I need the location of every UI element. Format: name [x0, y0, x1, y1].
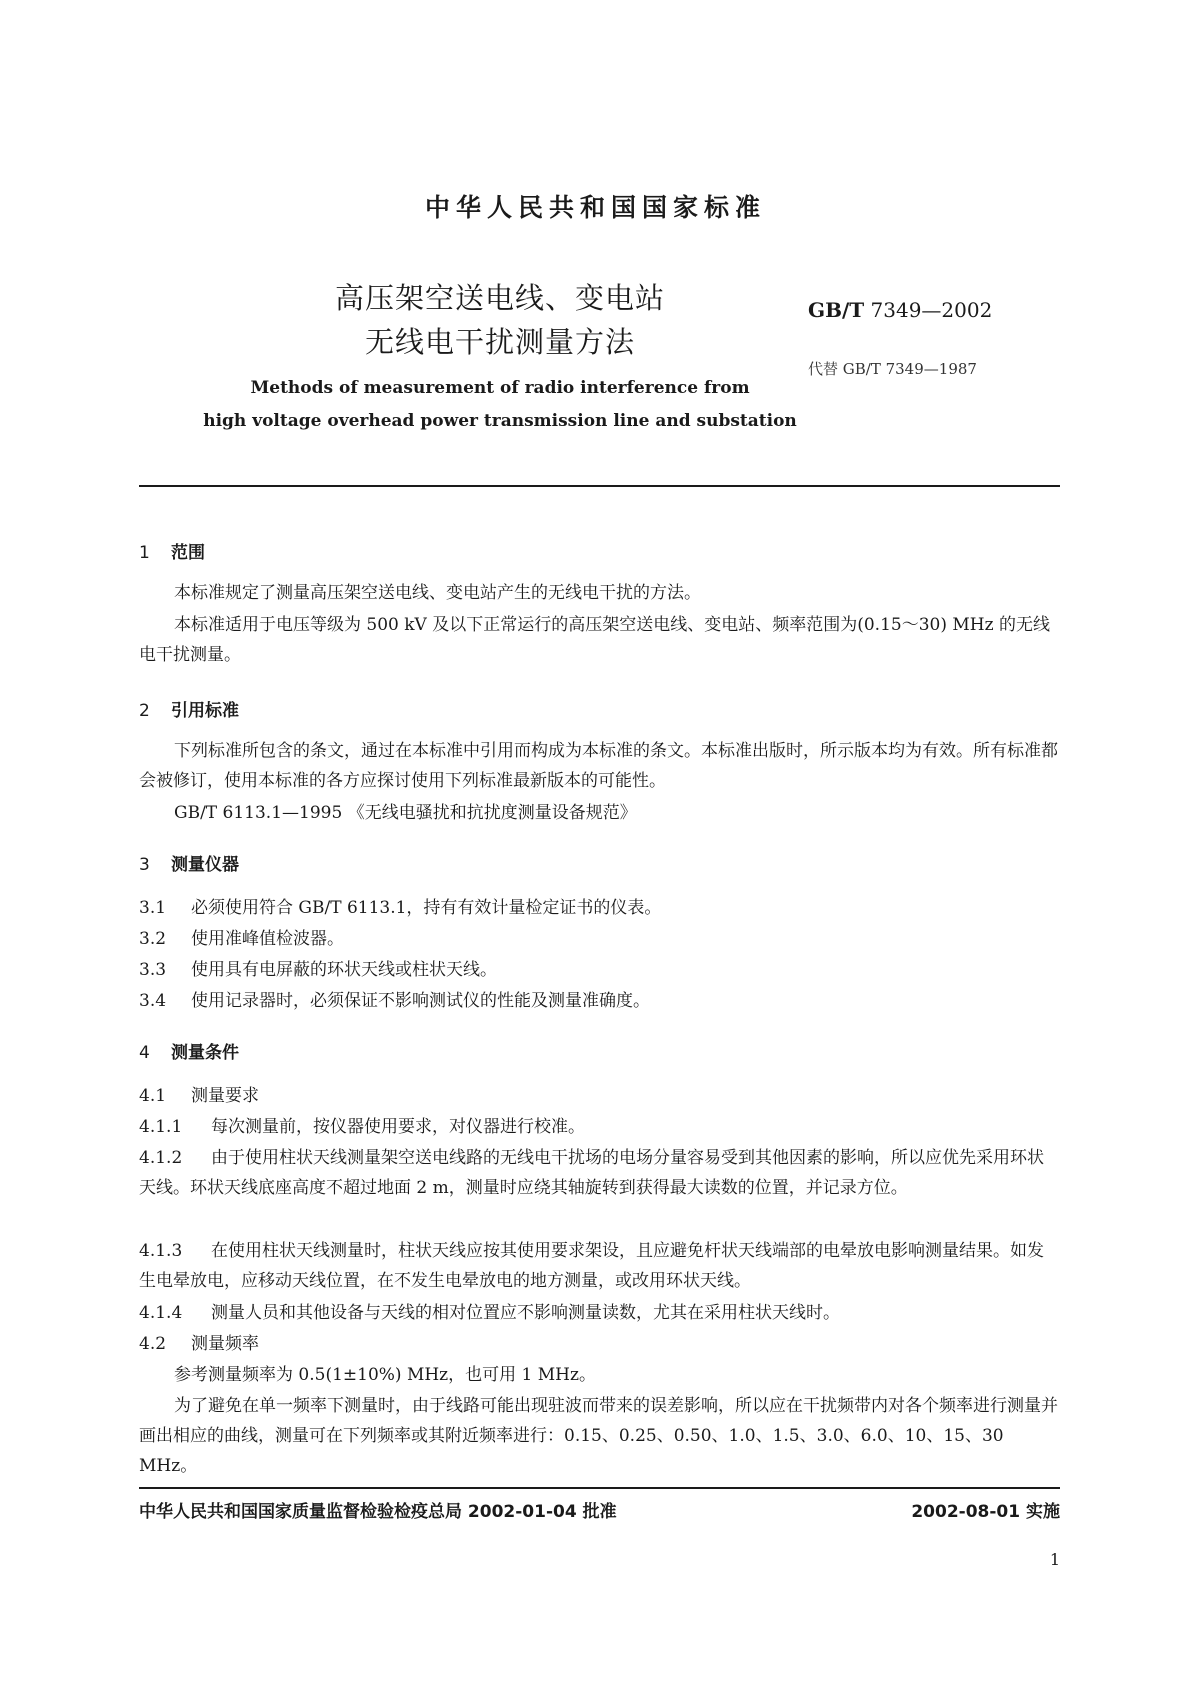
clause-4-1: [139, 1081, 1060, 1111]
section-2-heading: [139, 696, 239, 721]
clause-number: 3.2: [139, 929, 167, 949]
clause-text: 测量频率: [191, 1334, 259, 1354]
clause-text: 必须使用符合 GB/T 6113.1，持有有效计量检定证书的仪表。: [191, 898, 662, 918]
clause-text: 每次测量前，按仪器使用要求，对仪器进行校准。: [211, 1117, 585, 1137]
title-zh-line-2: 无线电干扰测量方法: [364, 325, 635, 359]
clause-number: 3.3: [139, 960, 167, 980]
clause-text: 在使用柱状天线测量时，柱状天线应按其使用要求架设，且应避免杆状天线端部的电晕放电影响测量结果。如发生电晕放电，应移动天线位置，在不发生电晕放电的地方测量，或改用环状天线。: [139, 1241, 1044, 1291]
footer-divider: [139, 1487, 1060, 1489]
section-number: 2: [139, 701, 150, 721]
list-item: [139, 924, 1060, 954]
page-number: 1: [1049, 1550, 1060, 1569]
clause-number: 3.1: [139, 898, 167, 918]
list-item: [139, 893, 1060, 923]
replaces-standard: 代替 GB/T 7349—1987: [808, 360, 977, 378]
implementation-date: 2002-08-01 实施: [911, 1502, 1060, 1522]
standard-code-number: 7349—2002: [870, 298, 993, 322]
section-number: 3: [139, 855, 150, 875]
section-number: 4: [139, 1043, 150, 1063]
clause-number: 3.4: [139, 991, 167, 1011]
section-4-heading: [139, 1038, 239, 1063]
section-1-paragraph-1: 本标准规定了测量高压架空送电线、变电站产生的无线电干扰的方法。: [174, 583, 701, 603]
header-divider: [139, 485, 1060, 487]
clause-text: 使用准峰值检波器。: [191, 929, 344, 949]
clause-text: 使用具有电屏蔽的环状天线或柱状天线。: [191, 960, 497, 980]
section-title: 测量条件: [171, 1043, 239, 1063]
approval-line: 中华人民共和国国家质量监督检验检疫总局 2002-01-04 批准: [139, 1502, 617, 1522]
clause-4-2: [139, 1329, 1060, 1359]
clause-number: 4.1.4: [139, 1303, 183, 1323]
clause-4-1-1: [139, 1112, 1060, 1142]
section-3-heading: [139, 850, 239, 875]
title-en-line-2: high voltage overhead power transmission line and substation: [203, 411, 797, 431]
clause-number: 4.1.1: [139, 1117, 183, 1137]
national-standard-heading: 中华人民共和国国家标准: [424, 193, 766, 222]
title-zh-line-1: 高压架空送电线、变电站: [334, 281, 665, 315]
section-title: 范围: [171, 543, 205, 563]
section-1-paragraph-2: 本标准适用于电压等级为 500 kV 及以下正常运行的高压架空送电线、变电站、频率范围为(0.15～30) MHz 的无线电干扰测量。: [139, 615, 1050, 665]
clause-number: 4.1.2: [139, 1148, 183, 1168]
section-1-heading: [139, 538, 205, 563]
section-number: 1: [139, 543, 150, 563]
clause-text: 由于使用柱状天线测量架空送电线路的无线电干扰场的电场分量容易受到其他因素的影响，所以应优先采用环状天线。环状天线底座高度不超过地面 2 m，测量时应绕其轴旋转到获得最大读数的位置，并记录方位。: [139, 1148, 1044, 1198]
clause-number: 4.2: [139, 1334, 167, 1354]
clause-text: 测量要求: [191, 1086, 259, 1106]
clause-4-1-3: [139, 1236, 1060, 1296]
standard-code: [808, 298, 992, 322]
clause-text: 使用记录器时，必须保证不影响测试仪的性能及测量准确度。: [191, 991, 650, 1011]
section-title: 测量仪器: [171, 855, 239, 875]
title-en-line-1: Methods of measurement of radio interference from: [250, 378, 750, 398]
clause-text: 测量人员和其他设备与天线的相对位置应不影响测量读数，尤其在采用柱状天线时。: [211, 1303, 840, 1323]
section-2-paragraph-1: 下列标准所包含的条文，通过在本标准中引用而构成为本标准的条文。本标准出版时，所示版本均为有效。所有标准都会被修订，使用本标准的各方应探讨使用下列标准最新版本的可能性。: [139, 741, 1058, 791]
section-title: 引用标准: [171, 701, 239, 721]
clause-4-2-paragraph-1: 参考测量频率为 0.5(1±10%) MHz，也可用 1 MHz。: [174, 1365, 596, 1385]
clause-4-2-paragraph-2: 为了避免在单一频率下测量时，由于线路可能出现驻波而带来的误差影响，所以应在干扰频带内对各个频率进行测量并画出相应的曲线，测量可在下列频率或其附近频率进行：0.15、0.25、0.50、1.0、1.5、3.0、6.0、10、15、30 MHz。: [139, 1396, 1058, 1476]
clause-number: 4.1: [139, 1086, 167, 1106]
clause-4-1-4: [139, 1298, 1060, 1328]
clause-4-1-2: [139, 1143, 1060, 1203]
section-2-reference: GB/T 6113.1—1995 《无线电骚扰和抗扰度测量设备规范》: [174, 803, 637, 823]
standard-code-prefix: GB/T: [808, 298, 865, 322]
list-item: [139, 955, 1060, 985]
clause-number: 4.1.3: [139, 1241, 183, 1261]
list-item: [139, 986, 1060, 1016]
